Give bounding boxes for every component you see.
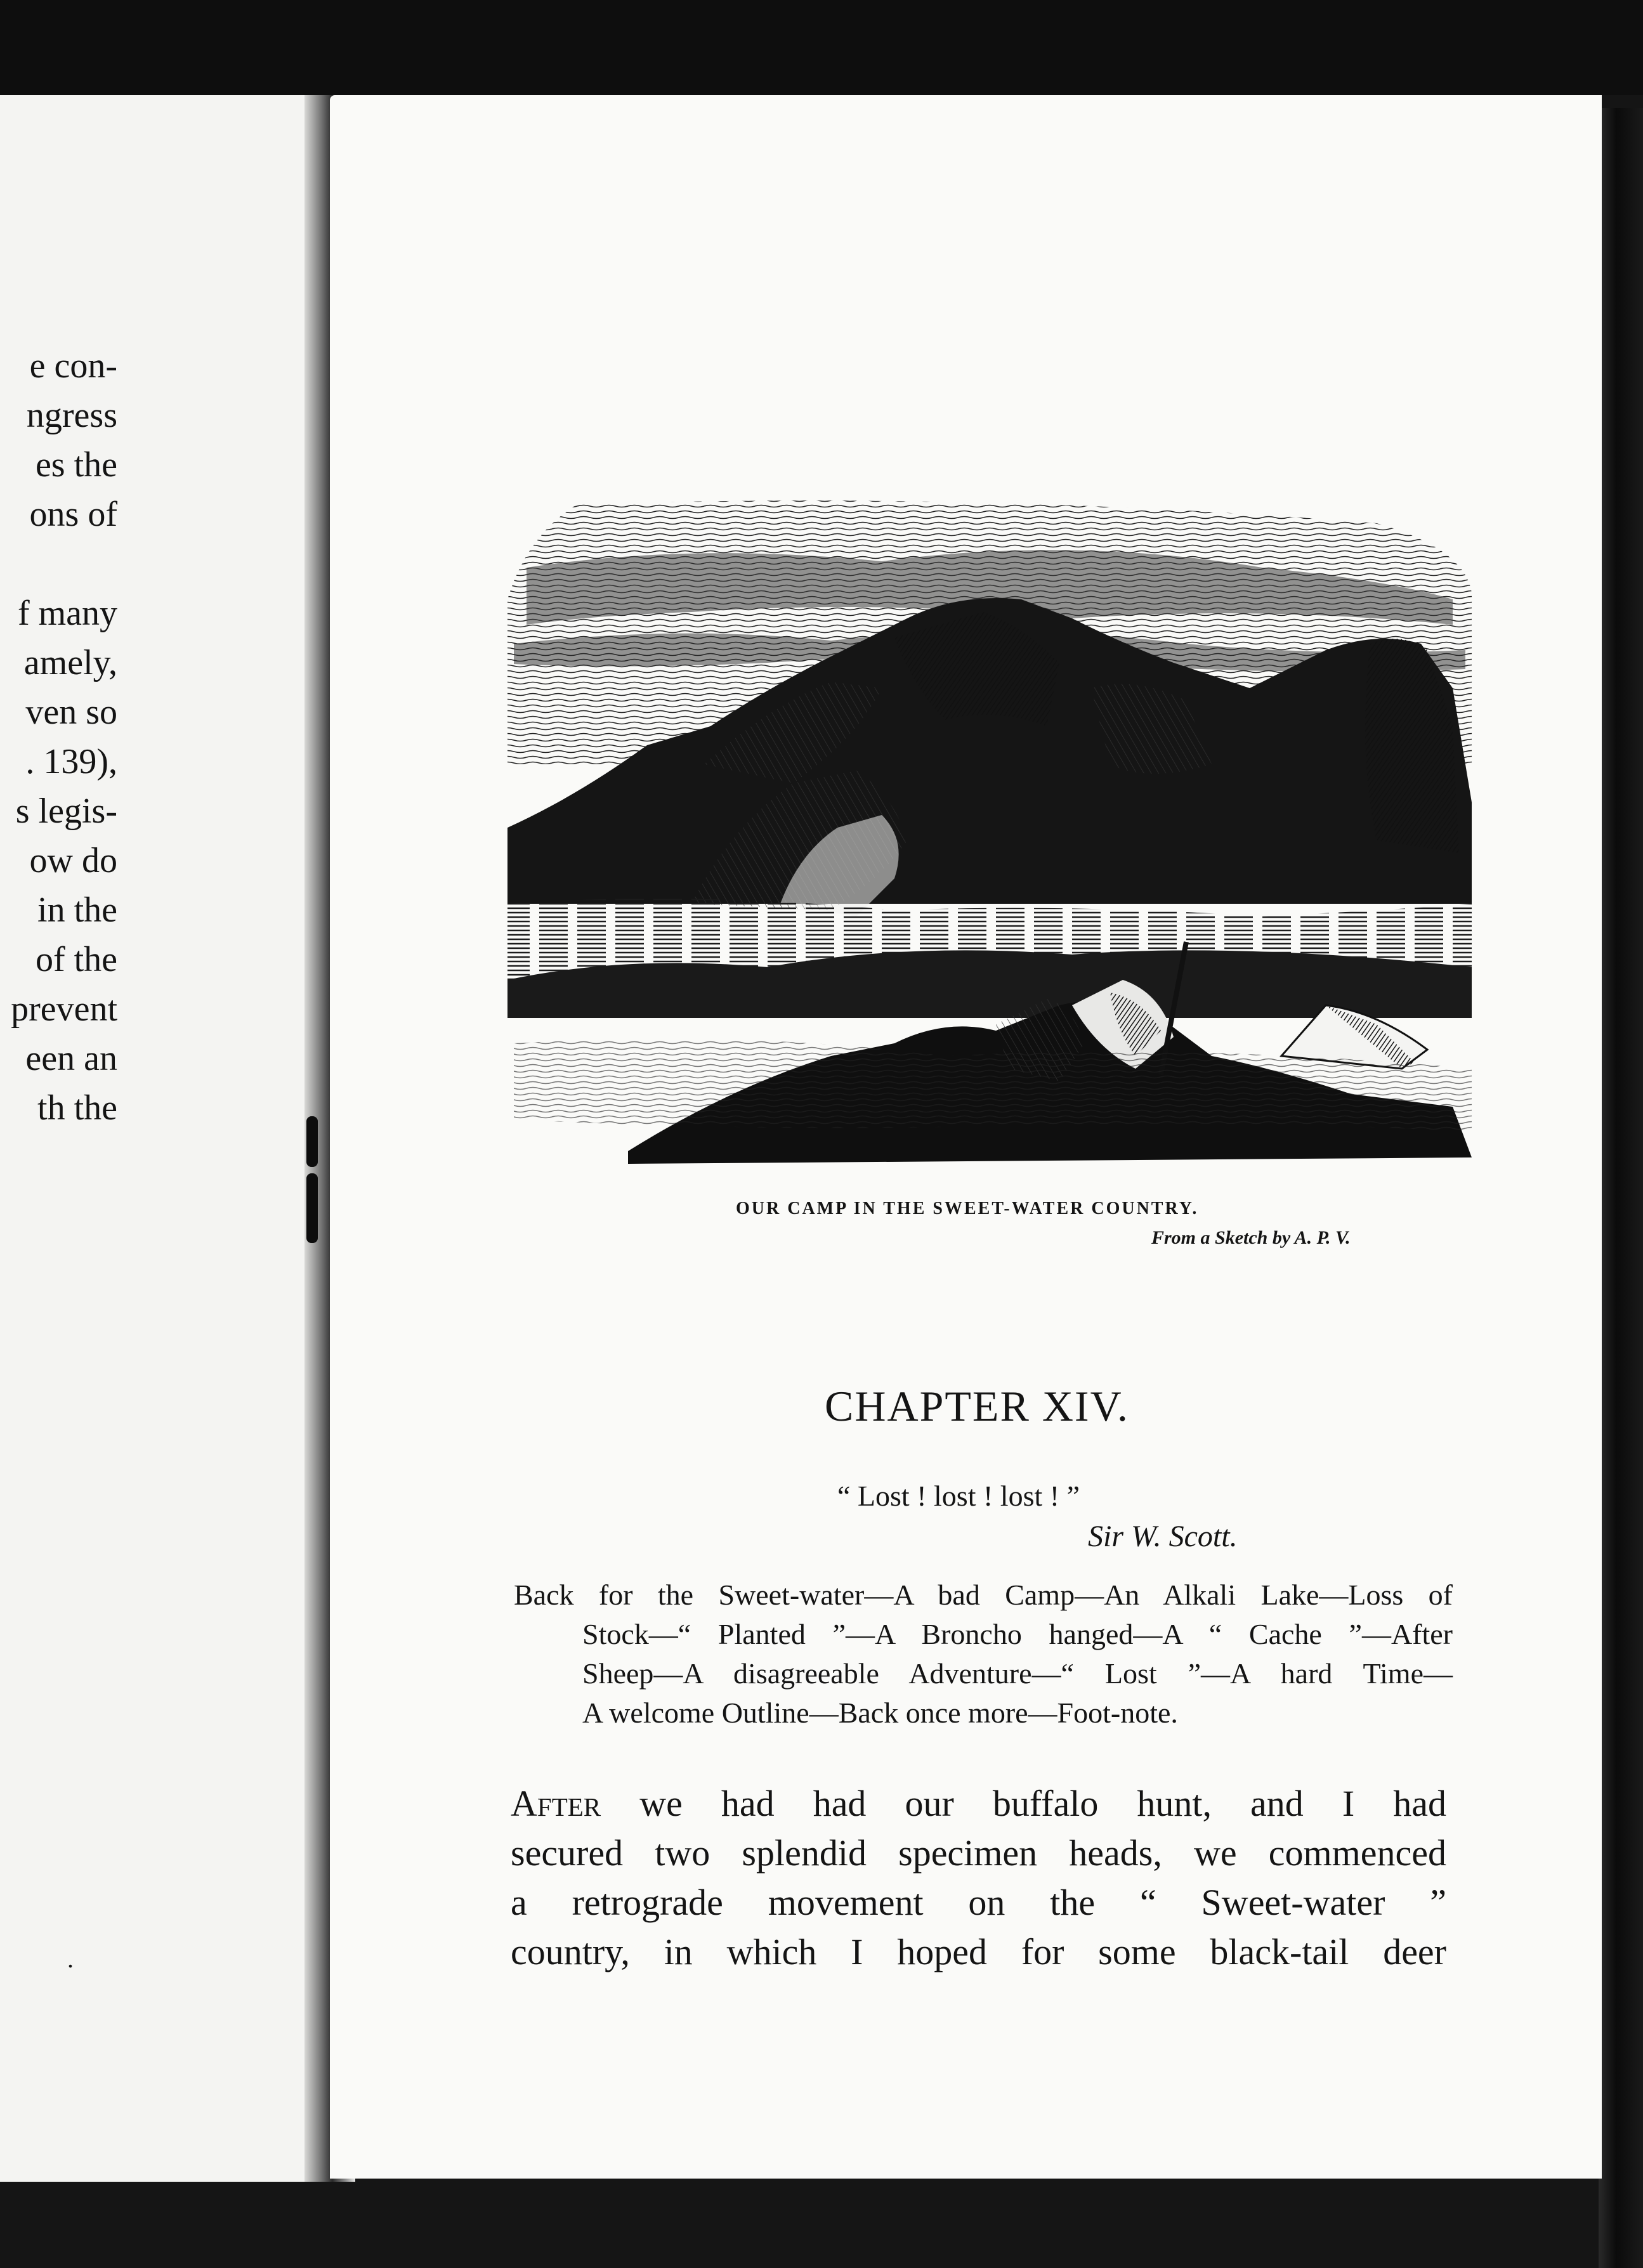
epigraph: “ Lost ! lost ! lost ! ” (837, 1480, 1080, 1512)
opening-word: After (511, 1783, 601, 1824)
body-line: a retrograde movement on the “ Sweet-water ” (511, 1882, 1446, 1923)
left-line: amely, (23, 643, 117, 682)
body-line (511, 1779, 1446, 1828)
left-paragraph-gap (0, 539, 117, 589)
left-line: ons of (29, 495, 117, 534)
first-line-text: we had had our buffalo hunt, and I had (601, 1783, 1446, 1824)
left-facing-page (0, 95, 317, 2182)
illustration-credit: From a Sketch by A. P. V. (1151, 1227, 1351, 1248)
left-line: ngress (26, 396, 117, 435)
gutter-ink-blot (306, 1173, 318, 1243)
left-line: of the (35, 940, 117, 979)
body-paragraph (511, 1779, 1446, 1977)
illustration-caption: OUR CAMP IN THE SWEET-WATER COUNTRY. (736, 1199, 1199, 1218)
left-line: f many (17, 594, 117, 633)
body-line: country, in which I hoped for some black-tail deer (511, 1931, 1446, 1972)
body-line: secured two splendid specimen heads, we commenced (511, 1832, 1446, 1874)
left-line: ven so (25, 693, 117, 732)
gutter-ink-blot (306, 1116, 318, 1167)
left-line: th the (37, 1088, 117, 1128)
chapter-heading: CHAPTER XIV. (825, 1382, 1129, 1430)
left-line: s legis- (15, 792, 117, 831)
scan-background-top (0, 0, 1643, 95)
synopsis-line: Back for the Sweet-water—A bad Camp—An Alkali Lake—Loss of (514, 1579, 1453, 1611)
left-line: e con- (29, 346, 117, 386)
left-page-text (0, 341, 117, 1133)
scan-right-edge (1599, 108, 1643, 2268)
chapter-synopsis (514, 1575, 1453, 1733)
synopsis-line: Sheep—A disagreeable Adventure—“ Lost ”—A hard Time— (582, 1657, 1453, 1690)
synopsis-line: Stock—“ Planted ”—A Broncho hanged—A “ Cache ”—After (582, 1618, 1453, 1650)
left-line: . 139), (25, 742, 117, 781)
left-line: es the (35, 445, 117, 485)
left-line: in the (37, 890, 117, 930)
epigraph-author: Sir W. Scott. (1088, 1520, 1238, 1553)
synopsis-line: A welcome Outline—Back once more—Foot-note. (582, 1697, 1178, 1729)
left-line: een an (25, 1039, 117, 1078)
stray-mark: . (67, 1945, 74, 1973)
engraving-illustration (501, 498, 1478, 1173)
left-line: ow do (29, 841, 117, 880)
left-line: prevent (11, 989, 117, 1029)
